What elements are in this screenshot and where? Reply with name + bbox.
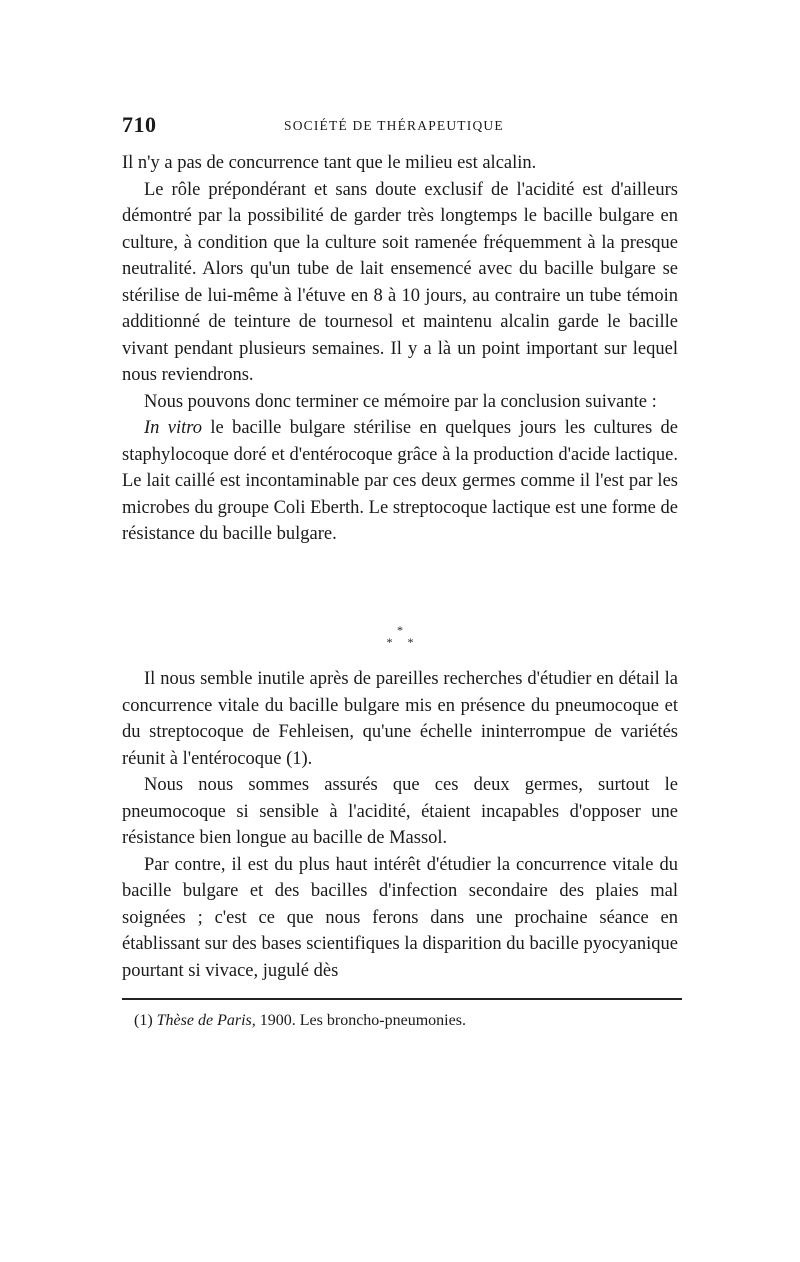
- footnote-title: Thèse de Paris,: [156, 1012, 256, 1029]
- paragraph: Nous nous sommes assurés que ces deux germes, surtout le pneumocoque si sensible à l'acidité, étaient incapables d'opposer une résistance bien longue au bacille de Massol.: [122, 775, 678, 848]
- body-text-top: [122, 150, 678, 548]
- footnote-rule: [122, 998, 682, 1000]
- paragraph: Par contre, il est du plus haut intérêt d'étudier la concurrence vitale du bacille bulgare et des bacilles d'infection secondaire des plaies mal soignées ; c'est ce que nous ferons dans une prochaine séance en établissant sur des bases scientifiques la disparition du bacille pyocyanique pourtant si vivace, jugulé dès: [122, 854, 678, 981]
- section-asterism: [380, 624, 420, 656]
- paragraph: Le rôle prépondérant et sans doute exclusif de l'acidité est d'ailleurs démontré par la possibilité de garder très longtemps le bacille bulgare en culture, à condition que la culture soit ramenée fréquemment à la presque neutralité. Alors qu'un tube de lait ensemencé avec du bacille bulgare se stérilise de lui-même à l'étuve en 8 à 10 jours, au contraire un tube témoin additionné de teinture de tournesol et maintenu alcalin garde le bacille vivant pendant plusieurs semaines. Il y a là un point important sur lequel nous reviendrons.: [122, 179, 678, 385]
- italic-lead: In vitro: [144, 418, 203, 438]
- paragraph: Il n'y a pas de concurrence tant que le milieu est alcalin.: [122, 153, 537, 173]
- footnote-marker: (1): [134, 1012, 153, 1029]
- footnote: [134, 1010, 674, 1032]
- running-head: SOCIÉTÉ DE THÉRAPEUTIQUE: [284, 118, 504, 133]
- page-header: [122, 112, 682, 142]
- conclusion-text: le bacille bulgare stérilise en quelques jours les cultures de staphylocoque doré et d'entérocoque grâce à la production d'acide lactique. Le lait caillé est incontaminable par ces deux germes comme il l'est par les microbes du groupe Coli Eberth. Le streptocoque lactique est une forme de résistance du bacille bulgare.: [122, 418, 678, 544]
- asterism-top: *: [397, 623, 403, 637]
- footnote-rest: 1900. Les broncho-pneumonies.: [255, 1012, 466, 1029]
- body-text-bottom: [122, 666, 678, 984]
- page-number: 710: [122, 112, 157, 137]
- paragraph: Il nous semble inutile après de pareilles recherches d'étudier en détail la concurrence vitale du bacille bulgare mis en présence du pneumocoque et du streptocoque de Fehleisen, qu'une échelle ininterrompue de variétés réunit à l'entérocoque (1).: [122, 669, 678, 769]
- asterism-bottom: * *: [386, 635, 420, 649]
- paragraph: Nous pouvons donc terminer ce mémoire par la conclusion suivante :: [144, 391, 657, 412]
- conclusion-paragraph: [122, 415, 678, 548]
